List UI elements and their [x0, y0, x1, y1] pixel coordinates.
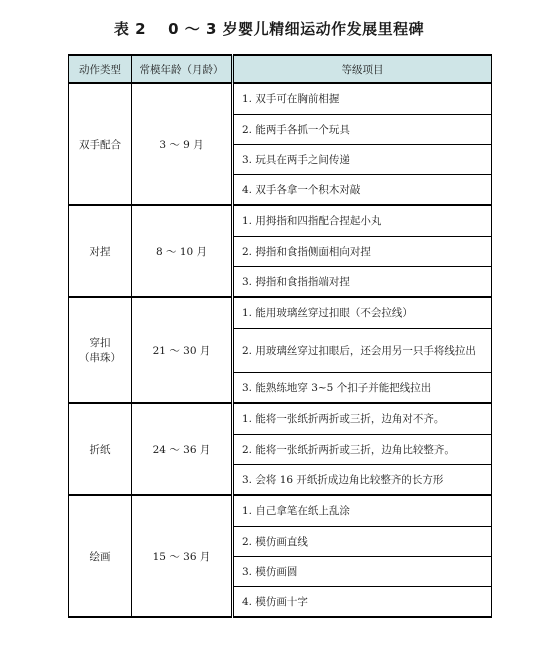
action-type-cell: 折纸	[69, 403, 132, 495]
table-row	[69, 403, 492, 495]
table-row	[69, 83, 492, 205]
item-text: 3. 模仿画圆	[234, 556, 491, 586]
item-text: 2. 用玻璃丝穿过扣眼后，还会用另一只手将线拉出	[234, 328, 491, 372]
item-text: 2. 能两手各抓一个玩具	[234, 114, 491, 144]
item-text: 1. 能将一张纸折两折或三折，边角对不齐。	[242, 413, 445, 425]
table-row	[69, 495, 492, 617]
items-cell	[233, 403, 492, 495]
header-norm-age: 常模年龄（月龄）	[132, 55, 233, 83]
table-title	[0, 18, 538, 39]
header-level-items: 等级项目	[233, 55, 492, 83]
item-text: 3. 能熟练地穿 3~5 个扣子并能把线拉出	[234, 372, 491, 402]
item-text: 1. 能用玻璃丝穿过扣眼（不会拉线）	[242, 307, 413, 319]
item-text: 4. 模仿画十字	[234, 586, 491, 616]
item-text: 2. 模仿画直线	[234, 526, 491, 556]
item-text: 4. 双手各拿一个积木对敲	[234, 174, 491, 204]
item-text: 1. 用拇指和四指配合捏起小丸	[242, 215, 382, 227]
item-text: 2. 拇指和食指侧面相向对捏	[234, 236, 491, 266]
action-type-cell: 穿扣 （串珠）	[69, 297, 132, 403]
item-text: 2. 能将一张纸折两折或三折，边角比较整齐。	[234, 434, 491, 464]
item-text: 1. 自己拿笔在纸上乱涂	[242, 505, 350, 517]
items-cell	[233, 495, 492, 617]
table-number: 表 2	[113, 20, 147, 38]
action-type-cell: 对捏	[69, 205, 132, 297]
items-cell	[233, 205, 492, 297]
age-cell: 8 ～ 10 月	[132, 205, 233, 297]
item-text: 1. 双手可在胸前相握	[242, 93, 340, 105]
table-row	[69, 205, 492, 297]
item-text: 3. 玩具在两手之间传递	[234, 144, 491, 174]
age-cell: 21 ～ 30 月	[132, 297, 233, 403]
items-cell	[233, 83, 492, 205]
header-row	[69, 55, 492, 83]
table-row	[69, 297, 492, 403]
age-cell: 3 ～ 9 月	[132, 83, 233, 205]
item-text: 3. 拇指和食指指端对捏	[234, 266, 491, 296]
item-text: 3. 会将 16 开纸折成边角比较整齐的长方形	[234, 464, 491, 494]
header-action-type: 动作类型	[69, 55, 132, 83]
milestone-table	[68, 54, 492, 618]
action-type-cell: 双手配合	[69, 83, 132, 205]
age-cell: 24 ～ 36 月	[132, 403, 233, 495]
table-caption: 0 ～ 3 岁婴儿精细运动作发展里程碑	[168, 20, 425, 38]
items-cell	[233, 297, 492, 403]
age-cell: 15 ～ 36 月	[132, 495, 233, 617]
action-type-cell: 绘画	[69, 495, 132, 617]
